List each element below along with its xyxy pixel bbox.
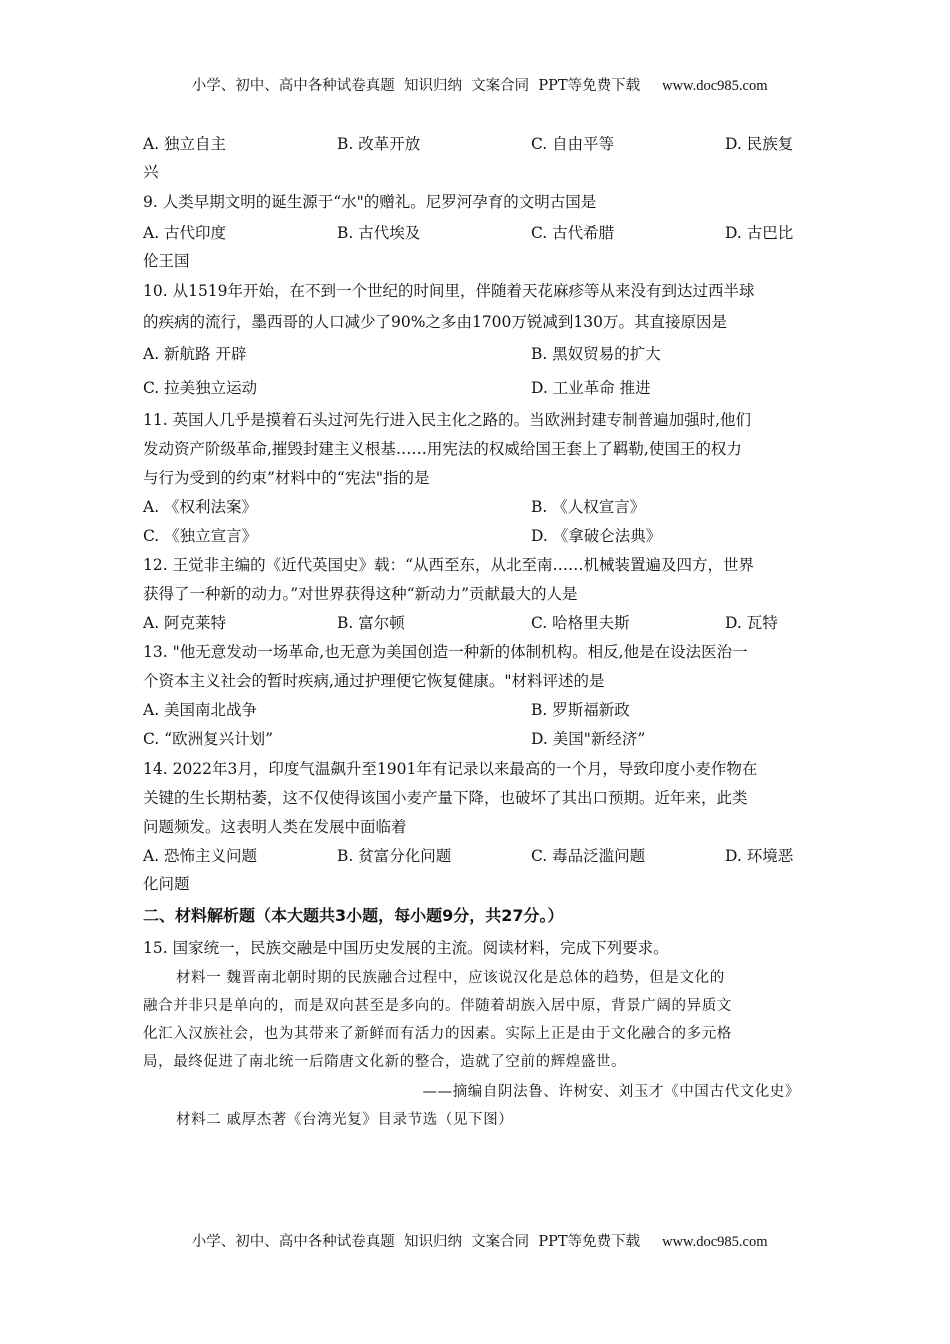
q13-option-c: C. “欧洲复兴计划” — [143, 730, 274, 748]
q8-option-d: D. 民族复 — [725, 135, 794, 153]
q11-stem-line-3: 与行为受到的约束”材料中的“宪法"指的是 — [143, 469, 430, 487]
q15-stem: 15. 国家统一，民族交融是中国历史发展的主流。阅读材料，完成下列要求。 — [143, 939, 669, 957]
q15-material-1-line-2: 融合并非只是单向的，而是双向甚至是多向的。伴随着胡族入居中原，背景广阔的异质文 — [143, 998, 732, 1014]
q14-stem-line-2: 关键的生长期枯萎，这不仅使得该国小麦产量下降，也破坏了其出口预期。近年来，此类 — [143, 789, 748, 807]
q8-option-a: A. 独立自主 — [143, 135, 227, 153]
q11-stem-line-2: 发动资产阶级革命,摧毁封建主义根基……用宪法的权威给国王套上了羁勒,使国王的权力 — [143, 440, 742, 458]
q9-option-c: C. 古代希腊 — [531, 224, 615, 242]
q14-option-d: D. 环境恶 — [725, 847, 794, 865]
q10-stem-line-1: 10. 从1519年开始，在不到一个世纪的时间里，伴随着天花麻疹等从来没有到达过西半球 — [143, 282, 755, 300]
section-2-title: 二、材料解析题（本大题共3小题，每小题9分，共27分。） — [143, 906, 564, 925]
q13-option-a: A. 美国南北战争 — [143, 701, 258, 719]
q10-option-b: B. 黑奴贸易的扩大 — [531, 345, 661, 363]
q10-option-a: A. 新航路 开辟 — [143, 345, 247, 363]
q15-material-1-source: ——摘编自阴法鲁、许树安、刘玉才《中国古代文化史》 — [422, 1084, 800, 1100]
q15-material-1-line-4: 局，最终促进了南北统一后隋唐文化新的整合，造就了空前的辉煌盛世。 — [143, 1054, 627, 1070]
q15-material-2: 材料二 戚厚杰著《台湾光复》目录节选（见下图） — [176, 1112, 514, 1128]
q13-option-d: D. 美国"新经济” — [531, 730, 646, 748]
q12-option-a: A. 阿克莱特 — [143, 614, 227, 632]
q9-option-b: B. 古代埃及 — [337, 224, 421, 242]
q8-option-c: C. 自由平等 — [531, 135, 615, 153]
q9-option-d-wrap: 伦王国 — [143, 252, 190, 270]
footer-url[interactable]: www.doc985.com — [662, 1234, 768, 1250]
q10-option-d: D. 工业革命 推进 — [531, 379, 651, 397]
q13-option-b: B. 罗斯福新政 — [531, 701, 630, 719]
q14-option-a: A. 恐怖主义问题 — [143, 847, 258, 865]
header-text: 小学、初中、高中各种试卷真题 知识归纳 文案合同 PPT等免费下载 — [191, 78, 641, 94]
q10-option-c: C. 拉美独立运动 — [143, 379, 258, 397]
header-url[interactable]: www.doc985.com — [662, 78, 768, 94]
q11-stem-line-1: 11. 英国人几乎是摸着石头过河先行进入民主化之路的。当欧洲封建专制普遍加强时,他们 — [143, 411, 752, 429]
q15-material-1-line-1: 材料一 魏晋南北朝时期的民族融合过程中，应该说汉化是总体的趋势，但是文化的 — [176, 970, 725, 986]
footer-text: 小学、初中、高中各种试卷真题 知识归纳 文案合同 PPT等免费下载 — [191, 1234, 641, 1250]
q15-material-1-line-3: 化汇入汉族社会，也为其带来了新鲜而有活力的因素。实际上正是由于文化融合的多元格 — [143, 1026, 732, 1042]
q12-stem-line-1: 12. 王觉非主编的《近代英国史》载：“从西至东，从北至南……机械装置遍及四方，世界 — [143, 556, 755, 574]
q8-option-b: B. 改革开放 — [337, 135, 421, 153]
q12-stem-line-2: 获得了一种新的动力。”对世界获得这种“新动力”贡献最大的人是 — [143, 585, 578, 603]
q13-stem-line-2: 个资本主义社会的暂时疾病,通过护理便它恢复健康。"材料评述的是 — [143, 672, 605, 690]
q9-option-a: A. 古代印度 — [143, 224, 227, 242]
q14-stem-line-1: 14. 2022年3月，印度气温飙升至1901年有记录以来最高的一个月，导致印度小麦作物在 — [143, 760, 758, 778]
q10-stem-line-2: 的疾病的流行，墨西哥的人口减少了90%之多由1700万锐减到130万。其直接原因是 — [143, 313, 727, 331]
q12-option-b: B. 富尔顿 — [337, 614, 405, 632]
q11-option-b: B. 《人权宣言》 — [531, 498, 646, 516]
q14-option-d-wrap: 化问题 — [143, 875, 190, 893]
page-header — [0, 58, 950, 95]
q8-option-d-wrap: 兴 — [143, 163, 159, 181]
q14-option-b: B. 贫富分化问题 — [337, 847, 452, 865]
q14-option-c: C. 毒品泛滥问题 — [531, 847, 646, 865]
q12-option-c: C. 哈格里夫斯 — [531, 614, 630, 632]
page-footer — [0, 1214, 950, 1251]
q12-option-d: D. 瓦特 — [725, 614, 778, 632]
q9-stem: 9. 人类早期文明的诞生源于“水"的赠礼。尼罗河孕育的文明古国是 — [143, 193, 597, 211]
q11-option-a: A. 《权利法案》 — [143, 498, 258, 516]
q11-option-c: C. 《独立宣言》 — [143, 527, 258, 545]
q9-option-d: D. 古巴比 — [725, 224, 794, 242]
q13-stem-line-1: 13. "他无意发动一场革命,也无意为美国创造一种新的体制机构。相反,他是在设法医治一 — [143, 643, 748, 661]
q11-option-d: D. 《拿破仑法典》 — [531, 527, 662, 545]
q14-stem-line-3: 问题频发。这表明人类在发展中面临着 — [143, 818, 407, 836]
